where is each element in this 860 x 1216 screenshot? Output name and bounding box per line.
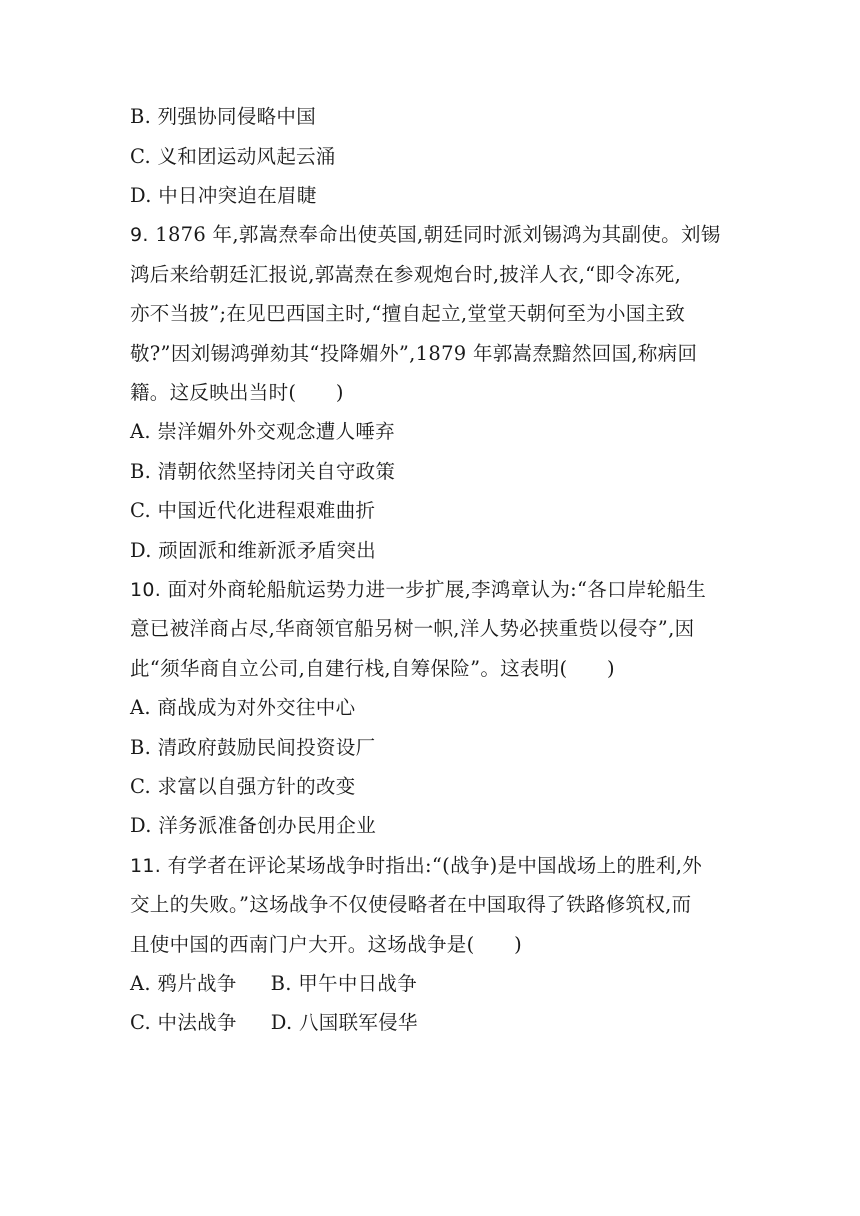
- q11-stem-line-1: [130, 853, 740, 879]
- q9-stem-line-4: 敬?”因刘锡鸿弹劾其“投降媚外”,1879 年郭嵩焘黯然回国,称病回: [130, 342, 698, 365]
- q11-option-d: D. 八国联军侵华: [270, 1011, 418, 1034]
- q11-stem-line-3: 且使中国的西南门户大开。这场战争是( ): [130, 933, 523, 956]
- q9-option-b: B. 清朝依然坚持闭关自守政策: [130, 460, 396, 483]
- q8-option-d: D. 中日冲突迫在眉睫: [130, 184, 317, 207]
- q8-option-c: C. 义和团运动风起云涌: [130, 145, 336, 168]
- q10-number: 10.: [130, 579, 162, 601]
- q9-option-c: C. 中国近代化进程艰难曲折: [130, 499, 376, 522]
- q11-options-row-1: [130, 971, 740, 997]
- q11-stem-line-2: 交上的失败。”这场战争不仅使侵略者在中国取得了铁路修筑权,而: [130, 893, 692, 916]
- q10-stem-line-1: [130, 577, 740, 603]
- q11-option-a: A. 鸦片战争: [130, 972, 237, 995]
- q9-stem-line-3: 亦不当披”;在见巴西国主时,“擅自起立,堂堂天朝何至为小国主致: [130, 302, 686, 325]
- q10-stem-line-2: 意已被洋商占尽,华商领官船另树一帜,洋人势必挟重赀以侵夺”,因: [130, 617, 695, 640]
- q8-option-b: B. 列强协同侵略中国: [130, 105, 317, 128]
- q9-stem-line-5: 籍。这反映出当时( ): [130, 381, 344, 404]
- q10-stem-text-1: 面对外商轮船航运势力进一步扩展,李鸿章认为:“各口岸轮船生: [161, 578, 707, 601]
- q11-option-c: C. 中法战争: [130, 1011, 237, 1034]
- q11-stem-text-1: 有学者在评论某场战争时指出:“(战争)是中国战场上的胜利,外: [161, 854, 703, 877]
- q9-option-a: A. 崇洋媚外外交观念遭人唾弃: [130, 420, 395, 443]
- q11-options-row-2: [130, 1010, 740, 1036]
- q11-option-b: B. 甲午中日战争: [270, 972, 418, 995]
- q10-option-c: C. 求富以自强方针的改变: [130, 775, 356, 798]
- q9-stem-text-1: 1876 年,郭嵩焘奉命出使英国,朝廷同时派刘锡鸿为其副使。刘锡: [148, 223, 721, 246]
- q10-option-b: B. 清政府鼓励民间投资设厂: [130, 736, 376, 759]
- q11-number: 11.: [130, 855, 162, 877]
- q9-option-d: D. 顽固派和维新派矛盾突出: [130, 539, 377, 562]
- q10-stem-line-3: 此“须华商自立公司,自建行栈,自筹保险”。这表明( ): [130, 657, 615, 680]
- q9-number: 9.: [130, 224, 149, 246]
- q9-stem-line-1: [130, 222, 740, 248]
- q9-stem-line-2: 鸿后来给朝廷汇报说,郭嵩焘在参观炮台时,披洋人衣,“即令冻死,: [130, 263, 682, 286]
- q10-option-a: A. 商战成为对外交往中心: [130, 696, 356, 719]
- q10-option-d: D. 洋务派准备创办民用企业: [130, 814, 377, 837]
